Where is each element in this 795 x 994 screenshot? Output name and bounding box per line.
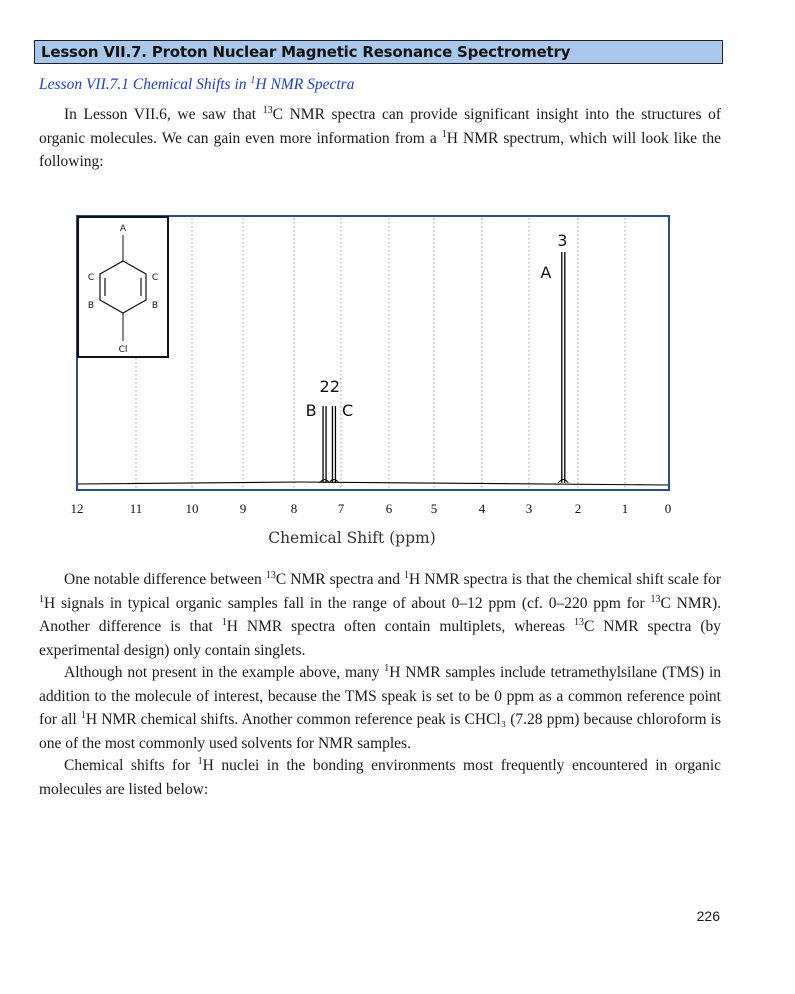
page-number: 226	[696, 908, 720, 924]
peak-A	[558, 252, 568, 483]
nmr-spectrum-chart	[0, 200, 795, 560]
x-tick-label: 11	[129, 501, 143, 516]
atom-label: A	[119, 224, 127, 234]
integration-label-B: 2	[319, 377, 330, 397]
assignment-label-B: B	[305, 401, 317, 421]
x-tick-label: 3	[525, 501, 533, 516]
x-tick-label: 10	[185, 501, 199, 516]
spectrum-trace	[78, 482, 668, 485]
x-tick-label: 5	[430, 501, 438, 516]
x-tick-label: 0	[664, 501, 672, 516]
paragraph-differences: One notable difference between $^{13}$C NMR spectra and $^1$H NMR spectra is that the chemical shift scale for $^1$H signals in typical organic samples fall in the range of about 0–12 ppm (cf. 0–220 ppm for $^{13}$C NMR). Another difference is that $^1$H NMR spectra often contain multiplets, whereas $^{13}$C NMR spectra (by experimental design) only contain singlets.	[39, 570, 722, 659]
paragraph-shift-list-intro: Chemical shifts for $^1$H nuclei in the bonding environments most frequently encountered in organic molecules are listed below:	[39, 756, 721, 798]
assignment-label-C: C	[341, 401, 354, 421]
paragraph-intro: In Lesson VII.6, we saw that $^{13}$C NMR spectra can provide significant insight into the structures of organic molecules. We can gain even more information from a $^1$H NMR spectrum, which will look like the following:	[39, 105, 722, 170]
peaks-group	[320, 252, 569, 483]
atom-label: C	[151, 273, 159, 283]
paragraph-tms: Although not present in the example above, many $^1$H NMR samples include tetramethylsilane (TMS) in addition to the molecule of interest, because the TMS speak is set to be 0 ppm as a common reference point for all $^1$H NMR chemical shifts. Another common reference peak is CHCl₃ (7.28 ppm) because chloroform is one of the most commonly used solvents for NMR samples.	[39, 663, 722, 752]
assignment-label-A: A	[540, 263, 552, 282]
atom-label: B	[151, 301, 159, 311]
x-tick-label: 12	[70, 501, 84, 516]
peak-base	[558, 480, 568, 484]
x-tick-label: 9	[239, 501, 247, 516]
section-subheading: Lesson VII.7.1 Chemical Shifts in $^1$H NMR Spectra	[39, 75, 355, 93]
integration-label-A: 3	[557, 231, 568, 250]
lesson-title: Lesson VII.7. Proton Nuclear Magnetic Resonance Spectrometry	[41, 43, 571, 61]
x-axis-label: Chemical Shift (ppm)	[268, 529, 436, 547]
integration-label-C: 2	[329, 377, 341, 397]
atom-label: Cl	[118, 345, 128, 355]
x-tick-label: 4	[478, 501, 486, 516]
x-tick-label: 1	[621, 501, 629, 516]
x-tick-label: 2	[574, 501, 582, 516]
atom-label: C	[87, 273, 95, 283]
chart-gridlines	[136, 218, 625, 488]
x-tick-label: 8	[290, 501, 298, 516]
x-tick-label: 7	[337, 501, 345, 516]
atom-label: B	[87, 301, 95, 311]
lesson-header-box	[34, 40, 723, 64]
peak-B	[320, 406, 330, 483]
x-tick-label: 6	[385, 501, 393, 516]
molecule-inset	[78, 217, 168, 357]
peak-C	[329, 406, 339, 483]
